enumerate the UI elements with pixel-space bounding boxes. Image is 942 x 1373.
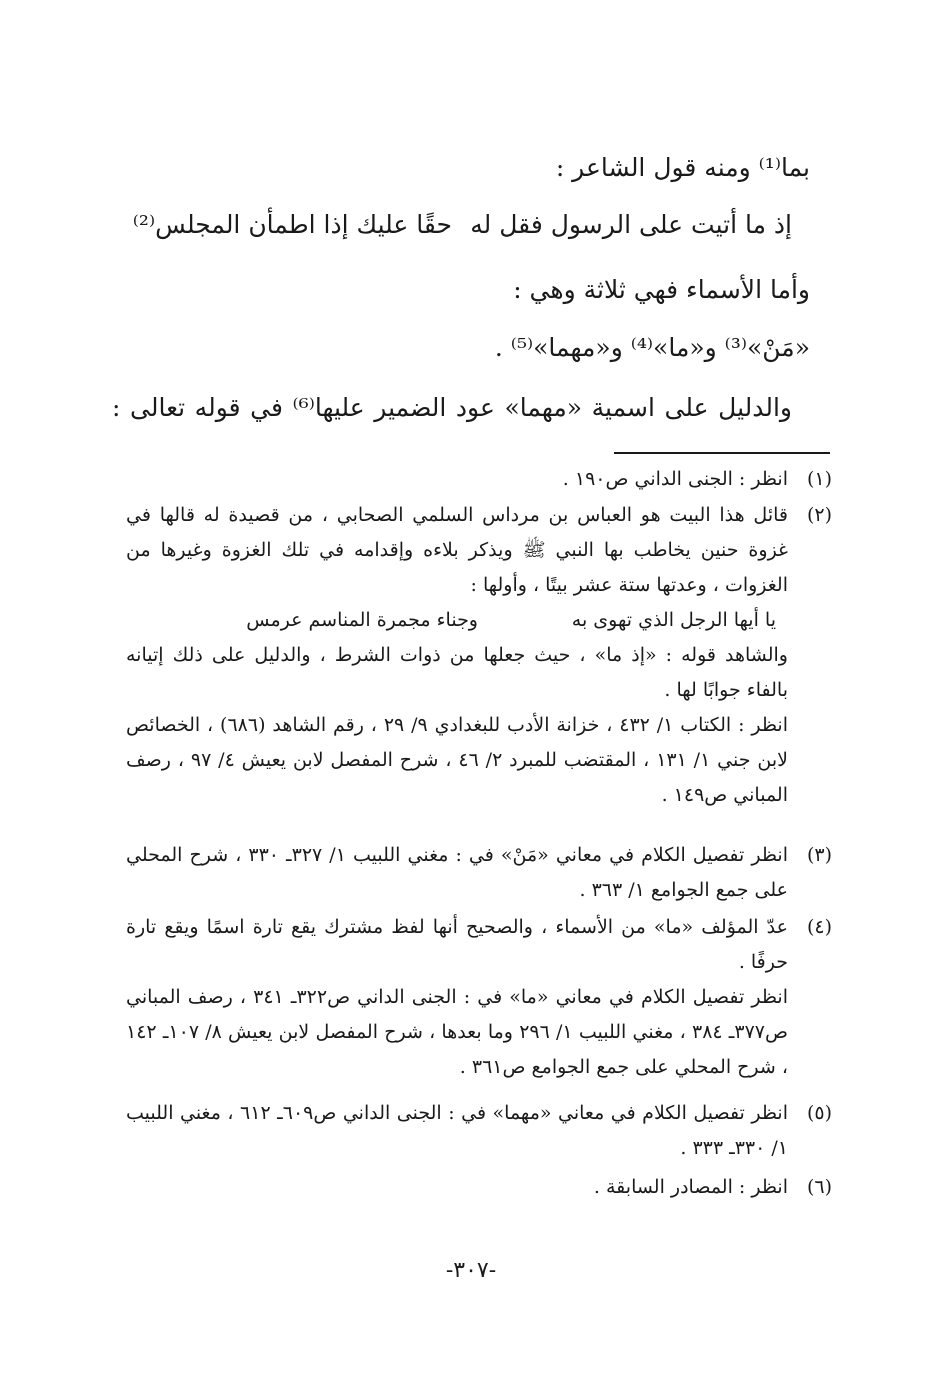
footnote-verse-first: يا أيها الرجل الذي تهوى به	[571, 609, 776, 631]
footnote-number: (٣)	[806, 844, 832, 866]
footnote-number: (٥)	[806, 1102, 832, 1124]
main-line-3: وأما الأسماء فهي ثلاثة وهي :	[513, 275, 810, 304]
main-line-1: بما⁽¹⁾ ومنه قول الشاعر :	[555, 153, 810, 182]
footnote-verse	[126, 603, 788, 638]
page-number: -٣٠٧-	[445, 1258, 497, 1283]
footnote-text: انظر تفصيل الكلام في معاني «مهما» في : الجنى الداني ص٦٠٩ـ ٦١٢ ، مغني اللبيب ١/ ٣٣٠ـ ٣٣٣ .	[126, 1102, 788, 1159]
footnote-1	[126, 462, 832, 497]
footnote-3	[126, 838, 832, 908]
footnote-number: (٤)	[806, 916, 832, 938]
footnote-text: انظر : الجنى الداني ص١٩٠ .	[562, 468, 788, 490]
footnote-references: انظر : الكتاب ١/ ٤٣٢ ، خزانة الأدب للبغدادي ٩/ ٢٩ ، رقم الشاهد (٦٨٦) ، الخصائص لابن جني ١/ ١٣١ ، المقتضب للمبرد ٢/ ٤٦ ، شرح المفصل لابن يعيش ٤/ ٩٧ ، رصف المباني ص١٤٩ .	[126, 714, 788, 806]
footnote-4	[126, 910, 832, 1085]
footnote-shahid: والشاهد قوله : «إذ ما» ، حيث جعلها من ذوات الشرط ، والدليل على ذلك إتيانه بالفاء جوابًا لها .	[126, 644, 788, 701]
verse-second-hemistich: حقًا عليك إذا اطمأن المجلس⁽²⁾	[132, 210, 452, 239]
footnote-text: عدّ المؤلف «ما» من الأسماء ، والصحيح أنها لفظ مشترك يقع تارة اسمًا ويقع تارة حرفًا .	[126, 916, 788, 973]
main-line-4: «مَنْ»⁽³⁾ و«ما»⁽⁴⁾ و«مهما»⁽⁵⁾ .	[494, 333, 810, 362]
footnote-separator	[614, 452, 830, 454]
footnote-5	[126, 1096, 832, 1166]
footnote-references: انظر تفصيل الكلام في معاني «ما» في : الجنى الداني ص٣٢٢ـ ٣٤١ ، رصف المباني ص٣٧٧ـ ٣٨٤ ، مغني اللبيب ١/ ٢٩٦ وما بعدها ، شرح المفصل لابن يعيش ٨/ ١٠٧ـ ١٤٢ ، شرح المحلي على جمع الجوامع ص٣٦١ .	[126, 986, 788, 1078]
footnote-number: (٢)	[806, 504, 832, 526]
verse-first-hemistich: إذ ما أتيت على الرسول فقل له	[470, 210, 792, 239]
main-line-5: والدليل على اسمية «مهما» عود الضمير عليها⁽⁶⁾ في قوله تعالى :	[112, 393, 792, 422]
footnote-number: (١)	[806, 468, 832, 490]
footnote-2	[126, 498, 832, 813]
footnote-6	[126, 1170, 832, 1205]
footnote-text: انظر : المصادر السابقة .	[593, 1176, 788, 1198]
footnote-text: انظر تفصيل الكلام في معاني «مَنْ» في : مغني اللبيب ١/ ٣٢٧ـ ٣٣٠ ، شرح المحلي على جمع الجوامع ١/ ٣٦٣ .	[126, 844, 788, 901]
footnote-verse-second: وجناء مجمرة المناسم عرمس	[246, 609, 478, 631]
footnote-number: (٦)	[806, 1176, 832, 1198]
footnote-text: قائل هذا البيت هو العباس بن مرداس السلمي الصحابي ، من قصيدة له قالها في غزوة حنين يخاطب بها النبي ﷺ ويذكر بلاءه وإقدامه في تلك الغزوة وغيرها من الغزوات ، وعدتها ستة عشر بيتًا ، وأولها :	[126, 504, 788, 596]
